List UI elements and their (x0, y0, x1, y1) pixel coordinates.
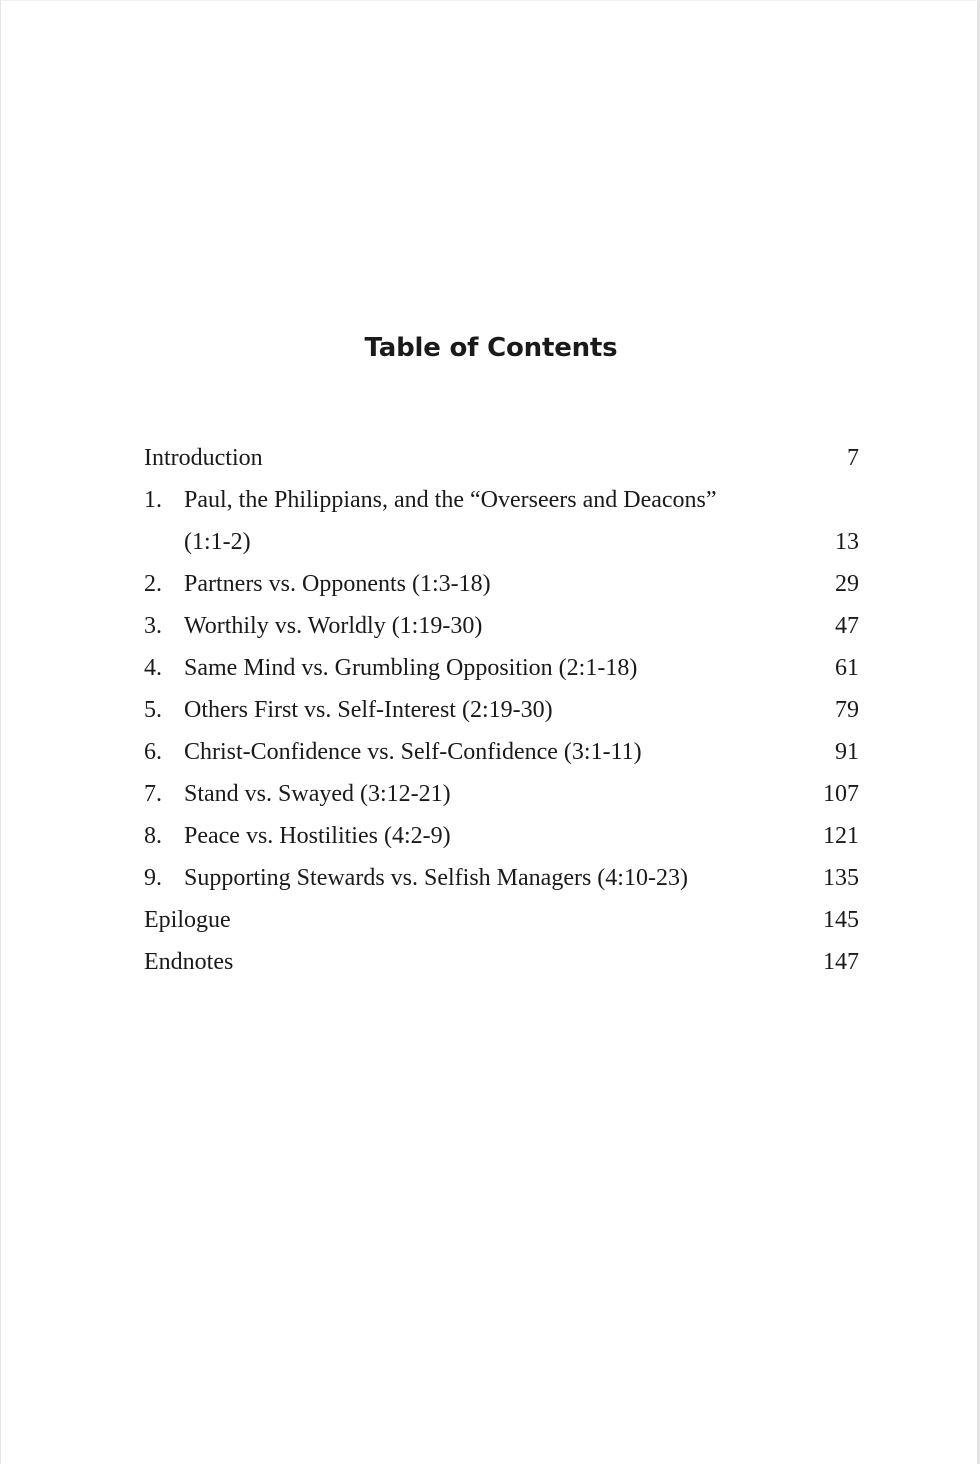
toc-entry-label: (1:1-2) (184, 529, 251, 555)
toc-entry-number: 7. (144, 781, 162, 807)
toc-entry-label: Others First vs. Self-Interest (2:19-30) (184, 697, 553, 723)
toc-entry-number: 4. (144, 655, 162, 681)
toc-entry-endnotes (144, 941, 859, 983)
toc-entry-label: Same Mind vs. Grumbling Opposition (2:1-18) (184, 655, 638, 681)
toc-entry-page: 121 (823, 823, 859, 849)
toc-entry-introduction (144, 437, 859, 479)
toc-entry-page: 29 (835, 571, 859, 597)
toc-entry-number: 5. (144, 697, 162, 723)
toc-entry-page: 7 (847, 445, 859, 471)
toc-entry-label: Paul, the Philippians, and the “Overseers and Deacons” (184, 487, 717, 513)
toc-entry-label: Stand vs. Swayed (3:12-21) (184, 781, 451, 807)
toc-entry-label: Christ-Confidence vs. Self-Confidence (3:1-11) (184, 739, 642, 765)
toc-entry-chapter-4 (144, 647, 859, 689)
toc-entry-epilogue (144, 899, 859, 941)
toc-entry-page: 13 (835, 529, 859, 555)
toc-entry-number: 2. (144, 571, 162, 597)
toc-entry-chapter-2 (144, 563, 859, 605)
toc-entry-page: 145 (823, 907, 859, 933)
toc-entry-page: 107 (823, 781, 859, 807)
toc-entry-label: Peace vs. Hostilities (4:2-9) (184, 823, 451, 849)
toc-entry-number: 3. (144, 613, 162, 639)
toc-entry-chapter-9 (144, 857, 859, 899)
toc-entry-number: 8. (144, 823, 162, 849)
toc-entry-label: Introduction (144, 445, 263, 471)
toc-entry-chapter-6 (144, 731, 859, 773)
page-title: Table of Contents (364, 333, 618, 363)
toc-entry-label: Partners vs. Opponents (1:3-18) (184, 571, 491, 597)
toc-entry-label: Endnotes (144, 949, 234, 975)
toc-entry-chapter-5 (144, 689, 859, 731)
toc-entry-page: 47 (835, 613, 859, 639)
toc-entry-page: 135 (823, 865, 859, 891)
toc-entry-number: 1. (144, 487, 162, 513)
toc-entry-number: 9. (144, 865, 162, 891)
toc-entry-chapter-1-continued (144, 521, 859, 563)
toc-entry-label: Epilogue (144, 907, 231, 933)
toc-entry-chapter-1 (144, 479, 859, 521)
toc-entry-chapter-3 (144, 605, 859, 647)
toc-entry-page: 147 (823, 949, 859, 975)
toc-entry-chapter-7 (144, 773, 859, 815)
toc-entry-label: Worthily vs. Worldly (1:19-30) (184, 613, 483, 639)
toc-entry-page: 79 (835, 697, 859, 723)
table-of-contents (144, 437, 859, 983)
toc-entry-chapter-8 (144, 815, 859, 857)
toc-entry-page: 61 (835, 655, 859, 681)
toc-entry-number: 6. (144, 739, 162, 765)
toc-entry-label: Supporting Stewards vs. Selfish Managers (4:10-23) (184, 865, 688, 891)
toc-entry-page: 91 (835, 739, 859, 765)
